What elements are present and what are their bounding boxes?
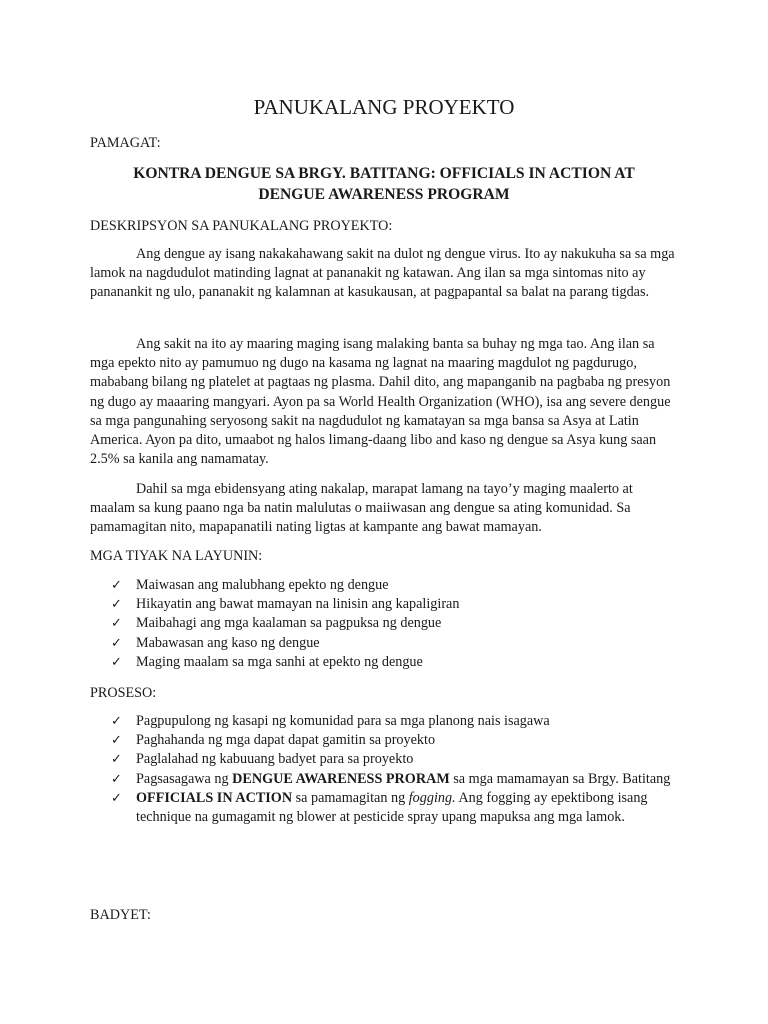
list-item: ✓ Maiwasan ang malubhang epekto ng dengue bbox=[0, 576, 676, 595]
badyet-label: BADYET: bbox=[90, 907, 151, 923]
layunin-label: MGA TIYAK NA LAYUNIN: bbox=[90, 548, 263, 564]
project-title-line-2: DENGUE AWARENESS PROGRAM bbox=[258, 186, 510, 203]
check-icon: ✓ bbox=[111, 714, 122, 729]
list-item: ✓ Mabawasan ang kaso ng dengue bbox=[0, 634, 676, 653]
awareness-program-emphasis: DENGUE AWARENESS PRORAM bbox=[232, 770, 450, 787]
check-icon: ✓ bbox=[111, 597, 122, 613]
proseso-label: PROSESO: bbox=[90, 685, 157, 701]
project-title bbox=[90, 163, 678, 205]
check-icon: ✓ bbox=[111, 771, 122, 787]
paragraph-text: Ang sakit na ito ay maaring maging isang malaking banta sa buhay ng mga tao. Ang ilan sa mga epekto nito ay pamumuo ng dugo na kasama ng lagnat na maaring magdulot ng pagdurugo, mababang bilang ng platelet at pagtaas ng plasma. Dahil dito, ang mapanganib na pagbaba ng presyon ng dugo ay maaaring mangyari. Ayon pa sa World Health Organization (WHO), isa ang severe dengue sa mga pangunahing seryosong sakit na nagdudulot ng kamatayan sa mga bansa sa Asya at Latin America. Ayon pa dito, umaabot ng halos limang-daang libo and kaso ng dengue sa Asya kung saan 2.5% sa kanila ang namamatay. bbox=[90, 336, 671, 468]
description-paragraph-2 bbox=[90, 335, 678, 469]
description-paragraph-1 bbox=[90, 245, 678, 303]
deskripsyon-label: DESKRIPSYON SA PANUKALANG PROYEKTO: bbox=[90, 218, 393, 234]
list-item: ✓ Paglalahad ng kabuuang badyet para sa proyekto bbox=[0, 750, 676, 769]
objectives-list bbox=[0, 576, 768, 672]
project-title-line-1: KONTRA DENGUE SA BRGY. BATITANG: OFFICIALS IN ACTION AT bbox=[133, 165, 635, 182]
officials-in-action-emphasis: OFFICIALS IN ACTION bbox=[136, 789, 293, 806]
check-icon: ✓ bbox=[111, 790, 122, 806]
list-item: ✓ Maging maalam sa mga sanhi at epekto ng dengue bbox=[0, 653, 676, 672]
list-item: ✓ Hikayatin ang bawat mamayan na linisin ang kapaligiran bbox=[0, 595, 676, 614]
paragraph-text: Dahil sa mga ebidensyang ating nakalap, marapat lamang na tayo’y maging maalerto at maalam sa kung paano nga ba natin malulutas o maiiwasan ang dengue sa ating komunidad. Sa pamamagitan nito, mapapanatili nating ligtas at kampante ang bawat mamayan. bbox=[90, 481, 633, 536]
process-list bbox=[0, 712, 768, 827]
document-title: PANUKALANG PROYEKTO bbox=[253, 95, 515, 119]
list-item: ✓ OFFICIALS IN ACTION sa pamamagitan ng fogging. Ang fogging ay epektibong isang technique na gumagamit ng blower at pesticide spray upang mapuksa ang mga lamok. bbox=[111, 789, 648, 826]
pamagat-label: PAMAGAT: bbox=[90, 135, 161, 151]
list-item: ✓ Pagpupulong ng kasapi ng komunidad para sa mga planong nais isagawa bbox=[0, 712, 676, 731]
check-icon: ✓ bbox=[111, 752, 122, 768]
list-item: ✓ Maibahagi ang mga kaalaman sa pagpuksa ng dengue bbox=[0, 614, 676, 633]
description-paragraph-3 bbox=[90, 480, 678, 538]
check-icon: ✓ bbox=[111, 733, 122, 749]
list-item: ✓ Pagsasagawa ng DENGUE AWARENESS PRORAM sa mga mamamayan sa Brgy. Batitang bbox=[0, 770, 676, 789]
check-icon: ✓ bbox=[111, 635, 122, 651]
check-icon: ✓ bbox=[111, 654, 122, 670]
paragraph-text: Ang dengue ay isang nakakahawang sakit na dulot ng dengue virus. Ito ay nakukuha sa sa mga lamok na nagdudulot matinding lagnat at pananakit ng katawan. Ang ilan sa mga sintomas nito ay pananankit ng ulo, pananakit ng kalamnan at kasukausan, at pagpapantal sa balat na parang tigdas. bbox=[90, 246, 675, 301]
fogging-emphasis: fogging. bbox=[408, 789, 456, 806]
check-icon: ✓ bbox=[111, 578, 122, 593]
check-icon: ✓ bbox=[111, 616, 122, 632]
list-item: ✓ Paghahanda ng mga dapat dapat gamitin sa proyekto bbox=[0, 731, 676, 750]
